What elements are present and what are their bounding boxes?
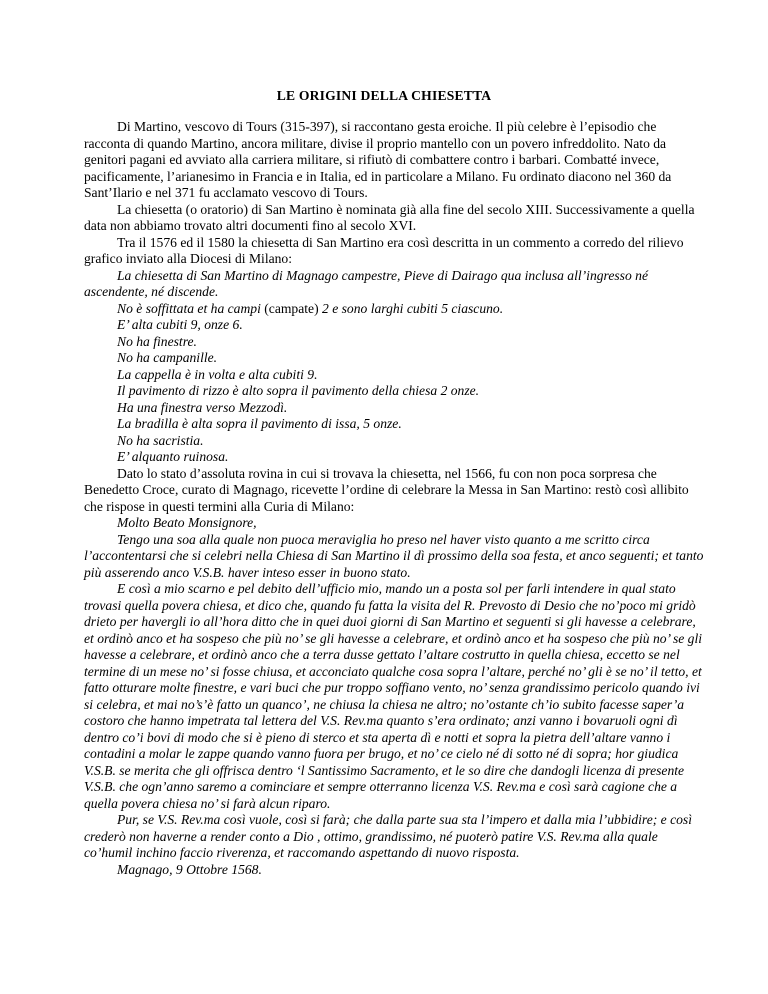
paragraph: [84, 449, 704, 466]
italic-text: No ha finestre.: [117, 333, 197, 349]
paragraph: [84, 383, 704, 400]
paragraph: [84, 202, 704, 235]
paragraph: [84, 581, 704, 812]
italic-text: Il pavimento di rizzo è alto sopra il pavimento della chiesa 2 onze.: [117, 383, 480, 398]
text-segment: Di Martino, vescovo di Tours (315-397), si raccontano gesta eroiche. Il più celebre è l’episodio che racconta di quando Martino, ancora militare, divise il proprio mantello con un povero infreddolito. Nato da genitori pagani ed avviato alla carriera militare, si rifiutò di combattere contro i barbari. Combatté invece, pacificamente, l’arianesimo in Francia e in Italia, ed in particolare a Milano. Fu ordinato diacono nel 360 da Sant’Ilario e nel 371 fu acclamato vescovo di Tours.: [84, 119, 672, 200]
paragraph: [84, 532, 704, 582]
italic-text: No ha sacristia.: [117, 432, 204, 448]
italic-text: No ha campanille.: [117, 350, 218, 365]
paragraph: [84, 235, 704, 268]
text-segment: Tra il 1576 ed il 1580 la chiesetta di San Martino era così descritta in un commento a corredo del rilievo grafico inviato alla Diocesi di Milano:: [84, 234, 684, 266]
text-segment: La chiesetta (o oratorio) di San Martino è nominata già alla fine del secolo XIII. Successivamente a quella data non abbiamo trovato altri documenti fino al secolo XVI.: [84, 201, 695, 233]
italic-text: Tengo una soa alla quale non puoca meraviglia ho preso nel haver visto quanto a me scritto circa l’accontentarsi che si celebri nella Chiesa di San Martino il dì prossimo della soa festa, et anco seguenti; et tanto più asserendo anco V.S.B. haver inteso esser in buono stato.: [84, 531, 704, 580]
italic-text: E’ alquanto ruinosa.: [117, 449, 229, 464]
italic-text: E’ alta cubiti 9, onze 6.: [117, 317, 243, 332]
paragraph: [84, 862, 704, 879]
paragraph: [84, 367, 704, 384]
paragraph: [84, 301, 704, 318]
italic-text: Molto Beato Monsignore,: [117, 515, 257, 530]
paragraph: [84, 433, 704, 450]
paragraph: [84, 268, 704, 301]
italic-text: 2 e sono larghi cubiti 5 ciascuno.: [322, 300, 504, 316]
paragraph: [84, 515, 704, 532]
italic-text: No è soffittata et ha campi: [117, 300, 265, 316]
paragraph: [84, 466, 704, 516]
text-segment: Dato lo stato d’assoluta rovina in cui si trovava la chiesetta, nel 1566, fu con non poca sorpresa che Benedetto Croce, curato di Magnago, ricevette l’ordine di celebrare la Messa in San Martino: restò così allibito che rispose in questi termini alla Curia di Milano:: [84, 465, 689, 514]
text-segment: (campate): [264, 300, 322, 316]
paragraph: [84, 400, 704, 417]
italic-text: La bradilla è alta sopra il pavimento di issa, 5 onze.: [117, 416, 402, 431]
italic-text: Magnago, 9 Ottobre 1568.: [117, 861, 262, 877]
italic-text: Pur, se V.S. Rev.ma così vuole, così si farà; che dalla parte sua sta l’impero et dalla mia l’ubbidire; e così crederò non haverne a render conto a Dio , ottimo, grandissimo, né puoterò patire V.S. Rev.ma alla quale co’humil inchino faccio riverenza, et raccomando aspettando di nuovo risposta.: [84, 812, 693, 860]
paragraph: [84, 317, 704, 334]
paragraph: [84, 119, 704, 202]
italic-text: La cappella è in volta e alta cubiti 9.: [117, 366, 318, 382]
document-body: [84, 119, 704, 878]
paragraph: [84, 416, 704, 433]
document-title: LE ORIGINI DELLA CHIESETTA: [276, 88, 492, 103]
paragraph: [84, 812, 704, 862]
paragraph: [84, 350, 704, 367]
paragraph: [84, 334, 704, 351]
italic-text: La chiesetta di San Martino di Magnago campestre, Pieve di Dairago qua inclusa all’ingresso né ascendente, né discende.: [84, 267, 648, 299]
italic-text: Ha una finestra verso Mezzodì.: [117, 399, 288, 415]
italic-text: E così a mio scarno e pel debito dell’ufficio mio, mando un a posta sol per farli intendere in qual stato trovasi quella povera chiesa, et dico che, quando fu fatta la visita del R. Prevosto di Desio che no’poco mi gridò drieto per havergli io all’hora ditto che in quei duoi giorni di San Martino et seguenti si gli havesse a celebrare, et ordinò anco et ha sospeso che più no’ se gli havesse a celebrare, et ordinò anco et ha sospeso che più no’ se gli havesse a celebrare, et ordinò anco che a terra dusse gettato l’altare costrutto in quella chiesa, eccetto se nel termine di un mese no’ si fosse chiusa, et acconciato qualche cosa sopra l’altare, perché no’ gli è se no’ il tetto, et fatto otturare molte finestre, e vari buci che pur troppo soffiano vento, no’ senza grandissimo pericolo quando ivi si celebra, et mai no’s’è fatto un quanco’, ne chiusa la chiesa ne altro; no’ostante ch’io subito facesse saper’a costoro che hanno impetrata tal lettera del V.S. Rev.ma quanto s’era ordinato; anzi vanno i bovaruoli ogni dì dentro co’i bovi di modo che si è pieno di sterco et sta aperta dì e notti et sopra la pietra dell’altare vanno i contadini a molar le zappe quando vanno fuora per brugo, et no’ ce cielo né di sotto né di sopra; hor giudica V.S.B. se merita che gli offrisca dentro ‘l Santissimo Sacramento, et le so dire che dandogli licenza di presente V.S.B. che ogn’anno saremo a cominciare et sempre otterranno licenza V.S. Rev.ma e così sarà cagione che a quella povera chiesa no’ si farà alcun riparo.: [84, 581, 703, 811]
